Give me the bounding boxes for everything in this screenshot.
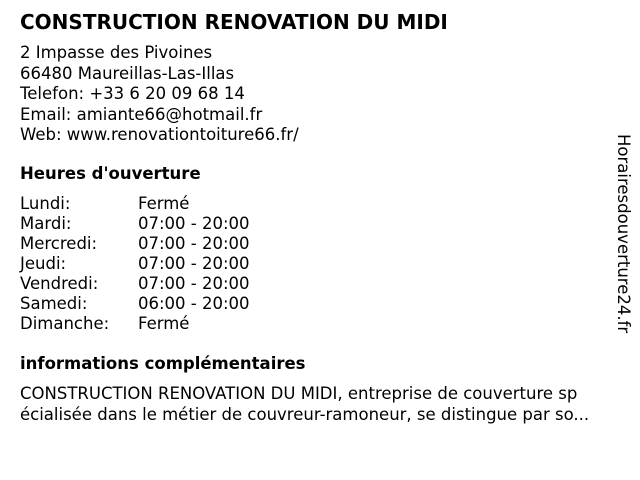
- hours-row-sunday: [20, 314, 250, 334]
- hours-row-saturday: [20, 294, 250, 314]
- hours-row-thursday: [20, 254, 250, 274]
- contact-block: [20, 43, 299, 146]
- time-value: 07:00 - 20:00: [138, 254, 250, 273]
- address-line-street: 2 Impasse des Pivoines: [20, 43, 213, 62]
- time-value: 07:00 - 20:00: [138, 214, 250, 233]
- day-label: Dimanche:: [20, 314, 110, 333]
- time-value: 06:00 - 20:00: [138, 294, 250, 313]
- day-label: Mercredi:: [20, 234, 98, 253]
- day-label: Samedi:: [20, 294, 88, 313]
- phone-line[interactable]: Telefon: +33 6 20 09 68 14: [20, 84, 245, 103]
- description-line: CONSTRUCTION RENOVATION DU MIDI, entreprise de couverture sp: [20, 384, 578, 403]
- day-label: Vendredi:: [20, 274, 99, 293]
- website-line[interactable]: Web: www.renovationtoiture66.fr/: [20, 125, 299, 144]
- time-value: 07:00 - 20:00: [138, 234, 250, 253]
- business-name: CONSTRUCTION RENOVATION DU MIDI: [20, 10, 448, 34]
- hours-row-wednesday: [20, 234, 250, 254]
- description-line: écialisée dans le métier de couvreur-ramoneur, se distingue par so...: [20, 404, 590, 424]
- business-description: [20, 384, 620, 425]
- day-label: Mardi:: [20, 214, 72, 233]
- day-label: Lundi:: [20, 194, 71, 213]
- hours-row-friday: [20, 274, 250, 294]
- site-watermark: Horairesdouverture24.fr: [614, 134, 633, 334]
- email-line[interactable]: Email: amiante66@hotmail.fr: [20, 104, 263, 124]
- time-value: 07:00 - 20:00: [138, 274, 250, 293]
- additional-info-heading: informations complémentaires: [20, 354, 306, 373]
- day-label: Jeudi:: [20, 254, 67, 273]
- address-line-city: 66480 Maureillas-Las-Illas: [20, 63, 235, 83]
- hours-row-monday: [20, 194, 250, 214]
- time-value: Fermé: [138, 194, 190, 213]
- time-value: Fermé: [138, 314, 190, 333]
- opening-hours-heading: Heures d'ouverture: [20, 164, 201, 183]
- opening-hours-table: [20, 194, 250, 334]
- hours-row-tuesday: [20, 214, 250, 234]
